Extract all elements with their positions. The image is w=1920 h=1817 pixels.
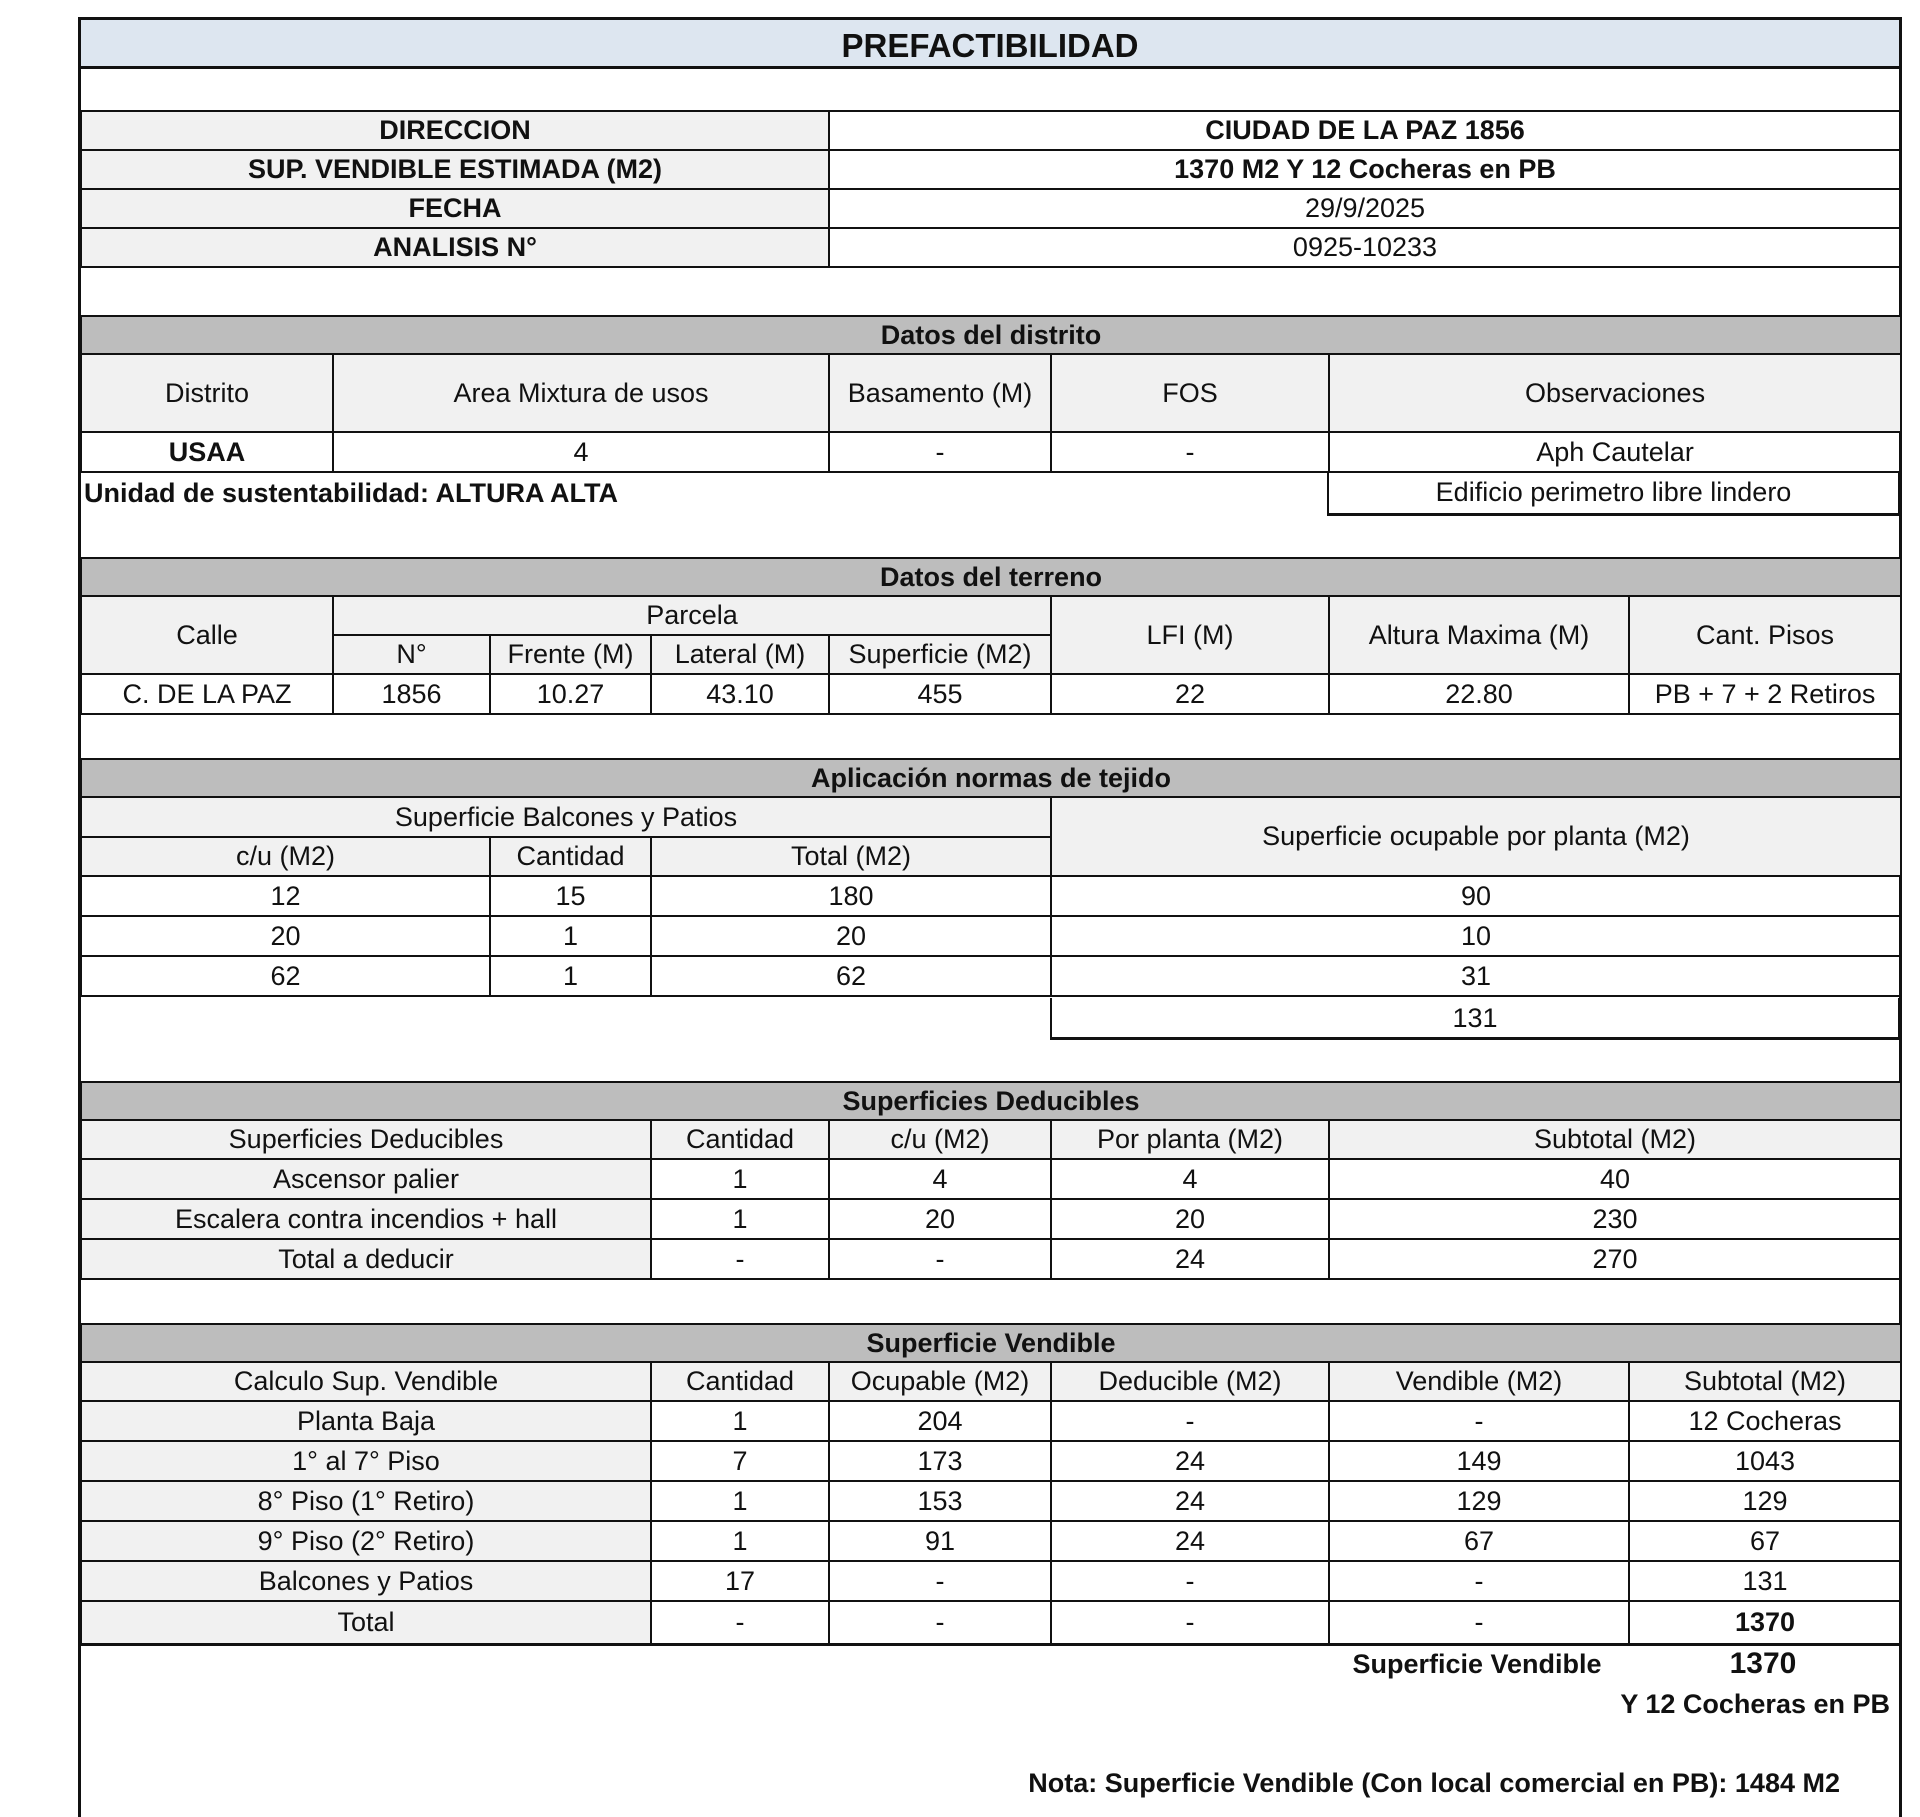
deducibles-cell: 20	[829, 1199, 1051, 1239]
vendible-row	[81, 1521, 1901, 1561]
vendible-row	[81, 1561, 1901, 1601]
parcela-subheader: Superficie (M2)	[829, 635, 1051, 674]
column-header: Calculo Sup. Vendible	[81, 1362, 651, 1401]
column-header: Superficies Deducibles	[81, 1120, 651, 1159]
total-ocupable: 131	[1050, 998, 1900, 1040]
vendible-cell: 131	[1629, 1561, 1901, 1601]
distrito-value: Aph Cautelar	[1329, 432, 1901, 472]
header-label: ANALISIS N°	[81, 228, 829, 267]
summary-nota: Nota: Superficie Vendible (Con local comercial en PB): 1484 M2	[1028, 1768, 1840, 1798]
vendible-cell: 7	[651, 1441, 829, 1481]
row-label: Balcones y Patios	[81, 1561, 651, 1601]
tejido-cell: 31	[1051, 956, 1901, 996]
vendible-cell: 129	[1629, 1481, 1901, 1521]
header-label: FECHA	[81, 189, 829, 228]
distrito-value: -	[1051, 432, 1329, 472]
pisos-header: Cant. Pisos	[1629, 596, 1901, 674]
header-value: CIUDAD DE LA PAZ 1856	[829, 111, 1901, 150]
tejido-cell: 20	[651, 916, 1051, 956]
total-label: Total	[81, 1601, 651, 1644]
vendible-row	[81, 1401, 1901, 1441]
vendible-cell: -	[1329, 1401, 1629, 1441]
column-header: Observaciones	[1329, 354, 1901, 432]
vendible-cell: 67	[1329, 1521, 1629, 1561]
distrito-value: -	[829, 432, 1051, 472]
total-cell: -	[1051, 1601, 1329, 1644]
tejido-table	[80, 758, 1902, 997]
total-cell: -	[1329, 1601, 1629, 1644]
column-header: Cantidad	[651, 1362, 829, 1401]
deducibles-cell: 1	[651, 1159, 829, 1199]
altura-header: Altura Maxima (M)	[1329, 596, 1629, 674]
column-header: c/u (M2)	[81, 837, 490, 876]
summary-value: 1370	[1729, 1647, 1797, 1680]
terreno-value: 43.10	[651, 674, 829, 714]
deducibles-cell: -	[651, 1239, 829, 1279]
page-title: PREFACTIBILIDAD	[78, 17, 1902, 69]
deducibles-cell: 40	[1329, 1159, 1901, 1199]
deducibles-cell: 20	[1051, 1199, 1329, 1239]
row-label: 1° al 7° Piso	[81, 1441, 651, 1481]
column-header: FOS	[1051, 354, 1329, 432]
header-value: 29/9/2025	[829, 189, 1901, 228]
deducibles-cell: 1	[651, 1199, 829, 1239]
section-title-deducibles: Superficies Deducibles	[81, 1082, 1901, 1120]
vendible-cell: 1	[651, 1401, 829, 1441]
column-header: Distrito	[81, 354, 333, 432]
terreno-value: 1856	[333, 674, 490, 714]
vendible-cell: 91	[829, 1521, 1051, 1561]
vendible-total-row	[81, 1601, 1901, 1644]
row-label: 8° Piso (1° Retiro)	[81, 1481, 651, 1521]
header-info-row	[81, 150, 1901, 189]
column-header: Area Mixtura de usos	[333, 354, 829, 432]
section-title-terreno: Datos del terreno	[81, 558, 1901, 596]
tejido-cell: 90	[1051, 876, 1901, 916]
vendible-cell: -	[1329, 1561, 1629, 1601]
section-title-distrito: Datos del distrito	[81, 316, 1901, 354]
column-header: Subtotal (M2)	[1329, 1120, 1901, 1159]
vendible-row	[81, 1481, 1901, 1521]
deducibles-row	[81, 1159, 1901, 1199]
distrito-table	[80, 315, 1902, 473]
tejido-row	[81, 876, 1901, 916]
terreno-value: C. DE LA PAZ	[81, 674, 333, 714]
summary-label: Superficie Vendible	[1352, 1649, 1602, 1679]
row-label: Ascensor palier	[81, 1159, 651, 1199]
vendible-row	[81, 1441, 1901, 1481]
column-header: Total (M2)	[651, 837, 1051, 876]
vendible-cell: 204	[829, 1401, 1051, 1441]
ocupable-header: Superficie ocupable por planta (M2)	[1051, 797, 1901, 876]
deducibles-cell: 230	[1329, 1199, 1901, 1239]
vendible-cell: 1	[651, 1481, 829, 1521]
column-header: Cantidad	[490, 837, 651, 876]
row-label: Planta Baja	[81, 1401, 651, 1441]
tejido-row	[81, 956, 1901, 996]
parcela-header: Parcela	[333, 596, 1051, 635]
header-info-row	[81, 228, 1901, 267]
column-header: Subtotal (M2)	[1629, 1362, 1901, 1401]
total-cell: 1370	[1629, 1601, 1901, 1644]
deducibles-row	[81, 1199, 1901, 1239]
tejido-cell: 15	[490, 876, 651, 916]
row-label: 9° Piso (2° Retiro)	[81, 1521, 651, 1561]
terreno-value: 10.27	[490, 674, 651, 714]
vendible-table	[80, 1323, 1902, 1646]
total-cell: -	[829, 1601, 1051, 1644]
row-label: Escalera contra incendios + hall	[81, 1199, 651, 1239]
vendible-cell: 17	[651, 1561, 829, 1601]
vendible-cell: -	[1051, 1561, 1329, 1601]
vendible-cell: -	[1051, 1401, 1329, 1441]
tejido-cell: 12	[81, 876, 490, 916]
deducibles-cell: 4	[1051, 1159, 1329, 1199]
vendible-cell: 24	[1051, 1481, 1329, 1521]
section-title-vendible: Superficie Vendible	[81, 1324, 1901, 1362]
vendible-cell: 153	[829, 1481, 1051, 1521]
section-title-tejido: Aplicación normas de tejido	[81, 759, 1901, 797]
terreno-value: 22	[1051, 674, 1329, 714]
tejido-row	[81, 916, 1901, 956]
column-header: c/u (M2)	[829, 1120, 1051, 1159]
header-info-row	[81, 189, 1901, 228]
column-header: Cantidad	[651, 1120, 829, 1159]
vendible-cell: 1043	[1629, 1441, 1901, 1481]
header-info-table	[80, 110, 1902, 268]
balcones-header: Superficie Balcones y Patios	[81, 797, 1051, 837]
terreno-value: 455	[829, 674, 1051, 714]
tejido-cell: 1	[490, 916, 651, 956]
calle-header: Calle	[81, 596, 333, 674]
deducibles-cell: 24	[1051, 1239, 1329, 1279]
parcela-subheader: Frente (M)	[490, 635, 651, 674]
vendible-cell: 67	[1629, 1521, 1901, 1561]
distrito-value: 4	[333, 432, 829, 472]
vendible-cell: 24	[1051, 1441, 1329, 1481]
deducibles-cell: -	[829, 1239, 1051, 1279]
lfi-header: LFI (M)	[1051, 596, 1329, 674]
tejido-cell: 20	[81, 916, 490, 956]
total-cell: -	[651, 1601, 829, 1644]
vendible-cell: 129	[1329, 1481, 1629, 1521]
vendible-cell: 149	[1329, 1441, 1629, 1481]
header-label: SUP. VENDIBLE ESTIMADA (M2)	[81, 150, 829, 189]
tejido-cell: 180	[651, 876, 1051, 916]
terreno-table	[80, 557, 1902, 715]
column-header: Basamento (M)	[829, 354, 1051, 432]
vendible-cell: 24	[1051, 1521, 1329, 1561]
tejido-cell: 62	[81, 956, 490, 996]
tejido-cell: 62	[651, 956, 1051, 996]
summary-cocheras: Y 12 Cocheras en PB	[1620, 1689, 1890, 1719]
header-label: DIRECCION	[81, 111, 829, 150]
column-header: Por planta (M2)	[1051, 1120, 1329, 1159]
terreno-value: 22.80	[1329, 674, 1629, 714]
tejido-cell: 10	[1051, 916, 1901, 956]
header-value: 0925-10233	[829, 228, 1901, 267]
deducibles-table	[80, 1081, 1902, 1280]
terreno-value: PB + 7 + 2 Retiros	[1629, 674, 1901, 714]
deducibles-row	[81, 1239, 1901, 1279]
vendible-cell: 1	[651, 1521, 829, 1561]
column-header: Ocupable (M2)	[829, 1362, 1051, 1401]
header-info-row	[81, 111, 1901, 150]
observacion-extra: Edificio perimetro libre lindero	[1327, 471, 1900, 516]
header-value: 1370 M2 Y 12 Cocheras en PB	[829, 150, 1901, 189]
parcela-subheader: N°	[333, 635, 490, 674]
parcela-subheader: Lateral (M)	[651, 635, 829, 674]
deducibles-cell: 270	[1329, 1239, 1901, 1279]
column-header: Vendible (M2)	[1329, 1362, 1629, 1401]
unidad-sustentabilidad: Unidad de sustentabilidad: ALTURA ALTA	[84, 478, 618, 508]
vendible-cell: 12 Cocheras	[1629, 1401, 1901, 1441]
tejido-cell: 1	[490, 956, 651, 996]
distrito-value: USAA	[81, 432, 333, 472]
column-header: Deducible (M2)	[1051, 1362, 1329, 1401]
deducibles-cell: 4	[829, 1159, 1051, 1199]
vendible-cell: -	[829, 1561, 1051, 1601]
row-label: Total a deducir	[81, 1239, 651, 1279]
vendible-cell: 173	[829, 1441, 1051, 1481]
